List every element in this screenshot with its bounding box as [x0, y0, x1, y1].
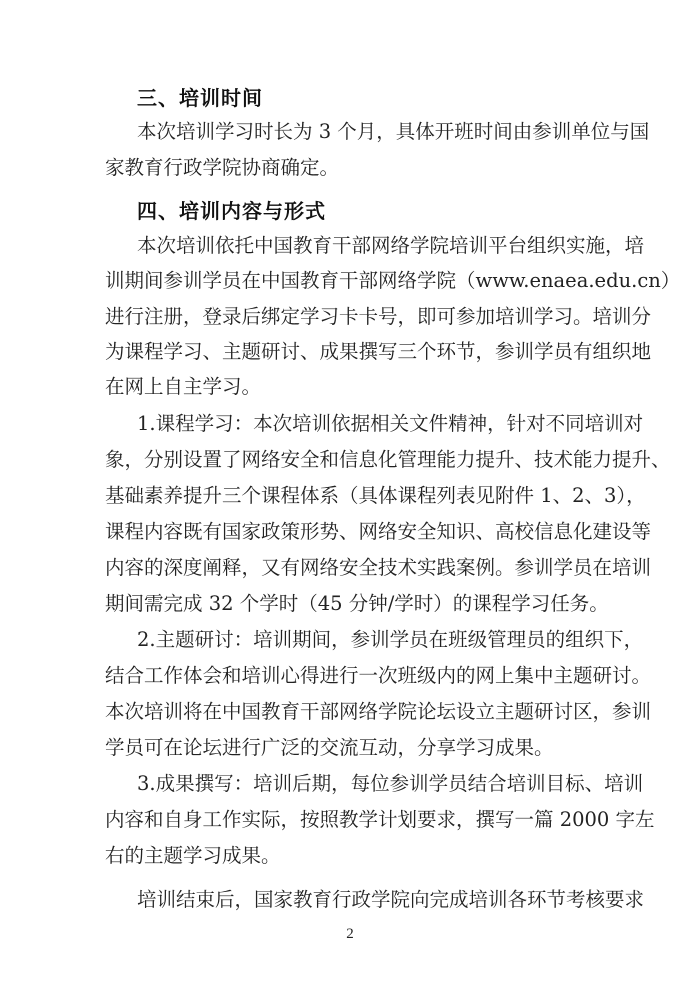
paragraph-line: 学员可在论坛进行广泛的交流互动，分享学习成果。 [105, 736, 554, 759]
paragraph-line: 内容的深度阐释，又有网络安全技术实践案例。参训学员在培训 [105, 556, 652, 579]
paragraph-line: 为课程学习、主题研讨、成果撰写三个环节，参训学员有组织地 [105, 340, 652, 363]
section-heading-training-content: 四、培训内容与形式 [137, 199, 326, 223]
paragraph-line: 2.主题研讨：培训期间，参训学员在班级管理员的组织下， [137, 628, 644, 651]
paragraph-line: 本次培训将在中国教育干部网络学院论坛设立主题研讨区，参训 [105, 700, 652, 723]
paragraph-line: 训期间参训学员在中国教育干部网络学院（www.enaea.edu.cn） [105, 269, 681, 292]
paragraph-line: 培训结束后，国家教育行政学院向完成培训各环节考核要求 [137, 888, 645, 911]
paragraph-line: 内容和自身工作实际，按照教学计划要求，撰写一篇 2000 字左 [105, 808, 655, 831]
paragraph-line: 家教育行政学院协商确定。 [105, 156, 340, 179]
paragraph-line: 1.课程学习：本次培训依据相关文件精神，针对不同培训对 [137, 412, 644, 435]
paragraph-line: 本次培训学习时长为 3 个月，具体开班时间由参训单位与国 [137, 120, 650, 143]
paragraph-line: 象，分别设置了网络安全和信息化管理能力提升、技术能力提升、 [105, 448, 671, 471]
paragraph-line: 课程内容既有国家政策形势、网络安全知识、高校信息化建设等 [105, 520, 652, 543]
paragraph-line: 进行注册，登录后绑定学习卡卡号，即可参加培训学习。培训分 [105, 305, 652, 328]
paragraph-line: 3.成果撰写：培训后期，每位参训学员结合培训目标、培训 [137, 772, 644, 795]
page-number: 2 [346, 926, 354, 942]
paragraph-line: 在网上自主学习。 [105, 375, 262, 398]
paragraph-line: 期间需完成 32 个学时（45 分钟/学时）的课程学习任务。 [105, 592, 609, 615]
section-heading-training-time: 三、培训时间 [137, 86, 263, 110]
paragraph-line: 右的主题学习成果。 [105, 844, 281, 867]
paragraph-line: 本次培训依托中国教育干部网络学院培训平台组织实施，培 [137, 234, 645, 257]
paragraph-line: 结合工作体会和培训心得进行一次班级内的网上集中主题研讨。 [105, 664, 652, 687]
paragraph-line: 基础素养提升三个课程体系（具体课程列表见附件 1、2、3）， [105, 484, 646, 507]
